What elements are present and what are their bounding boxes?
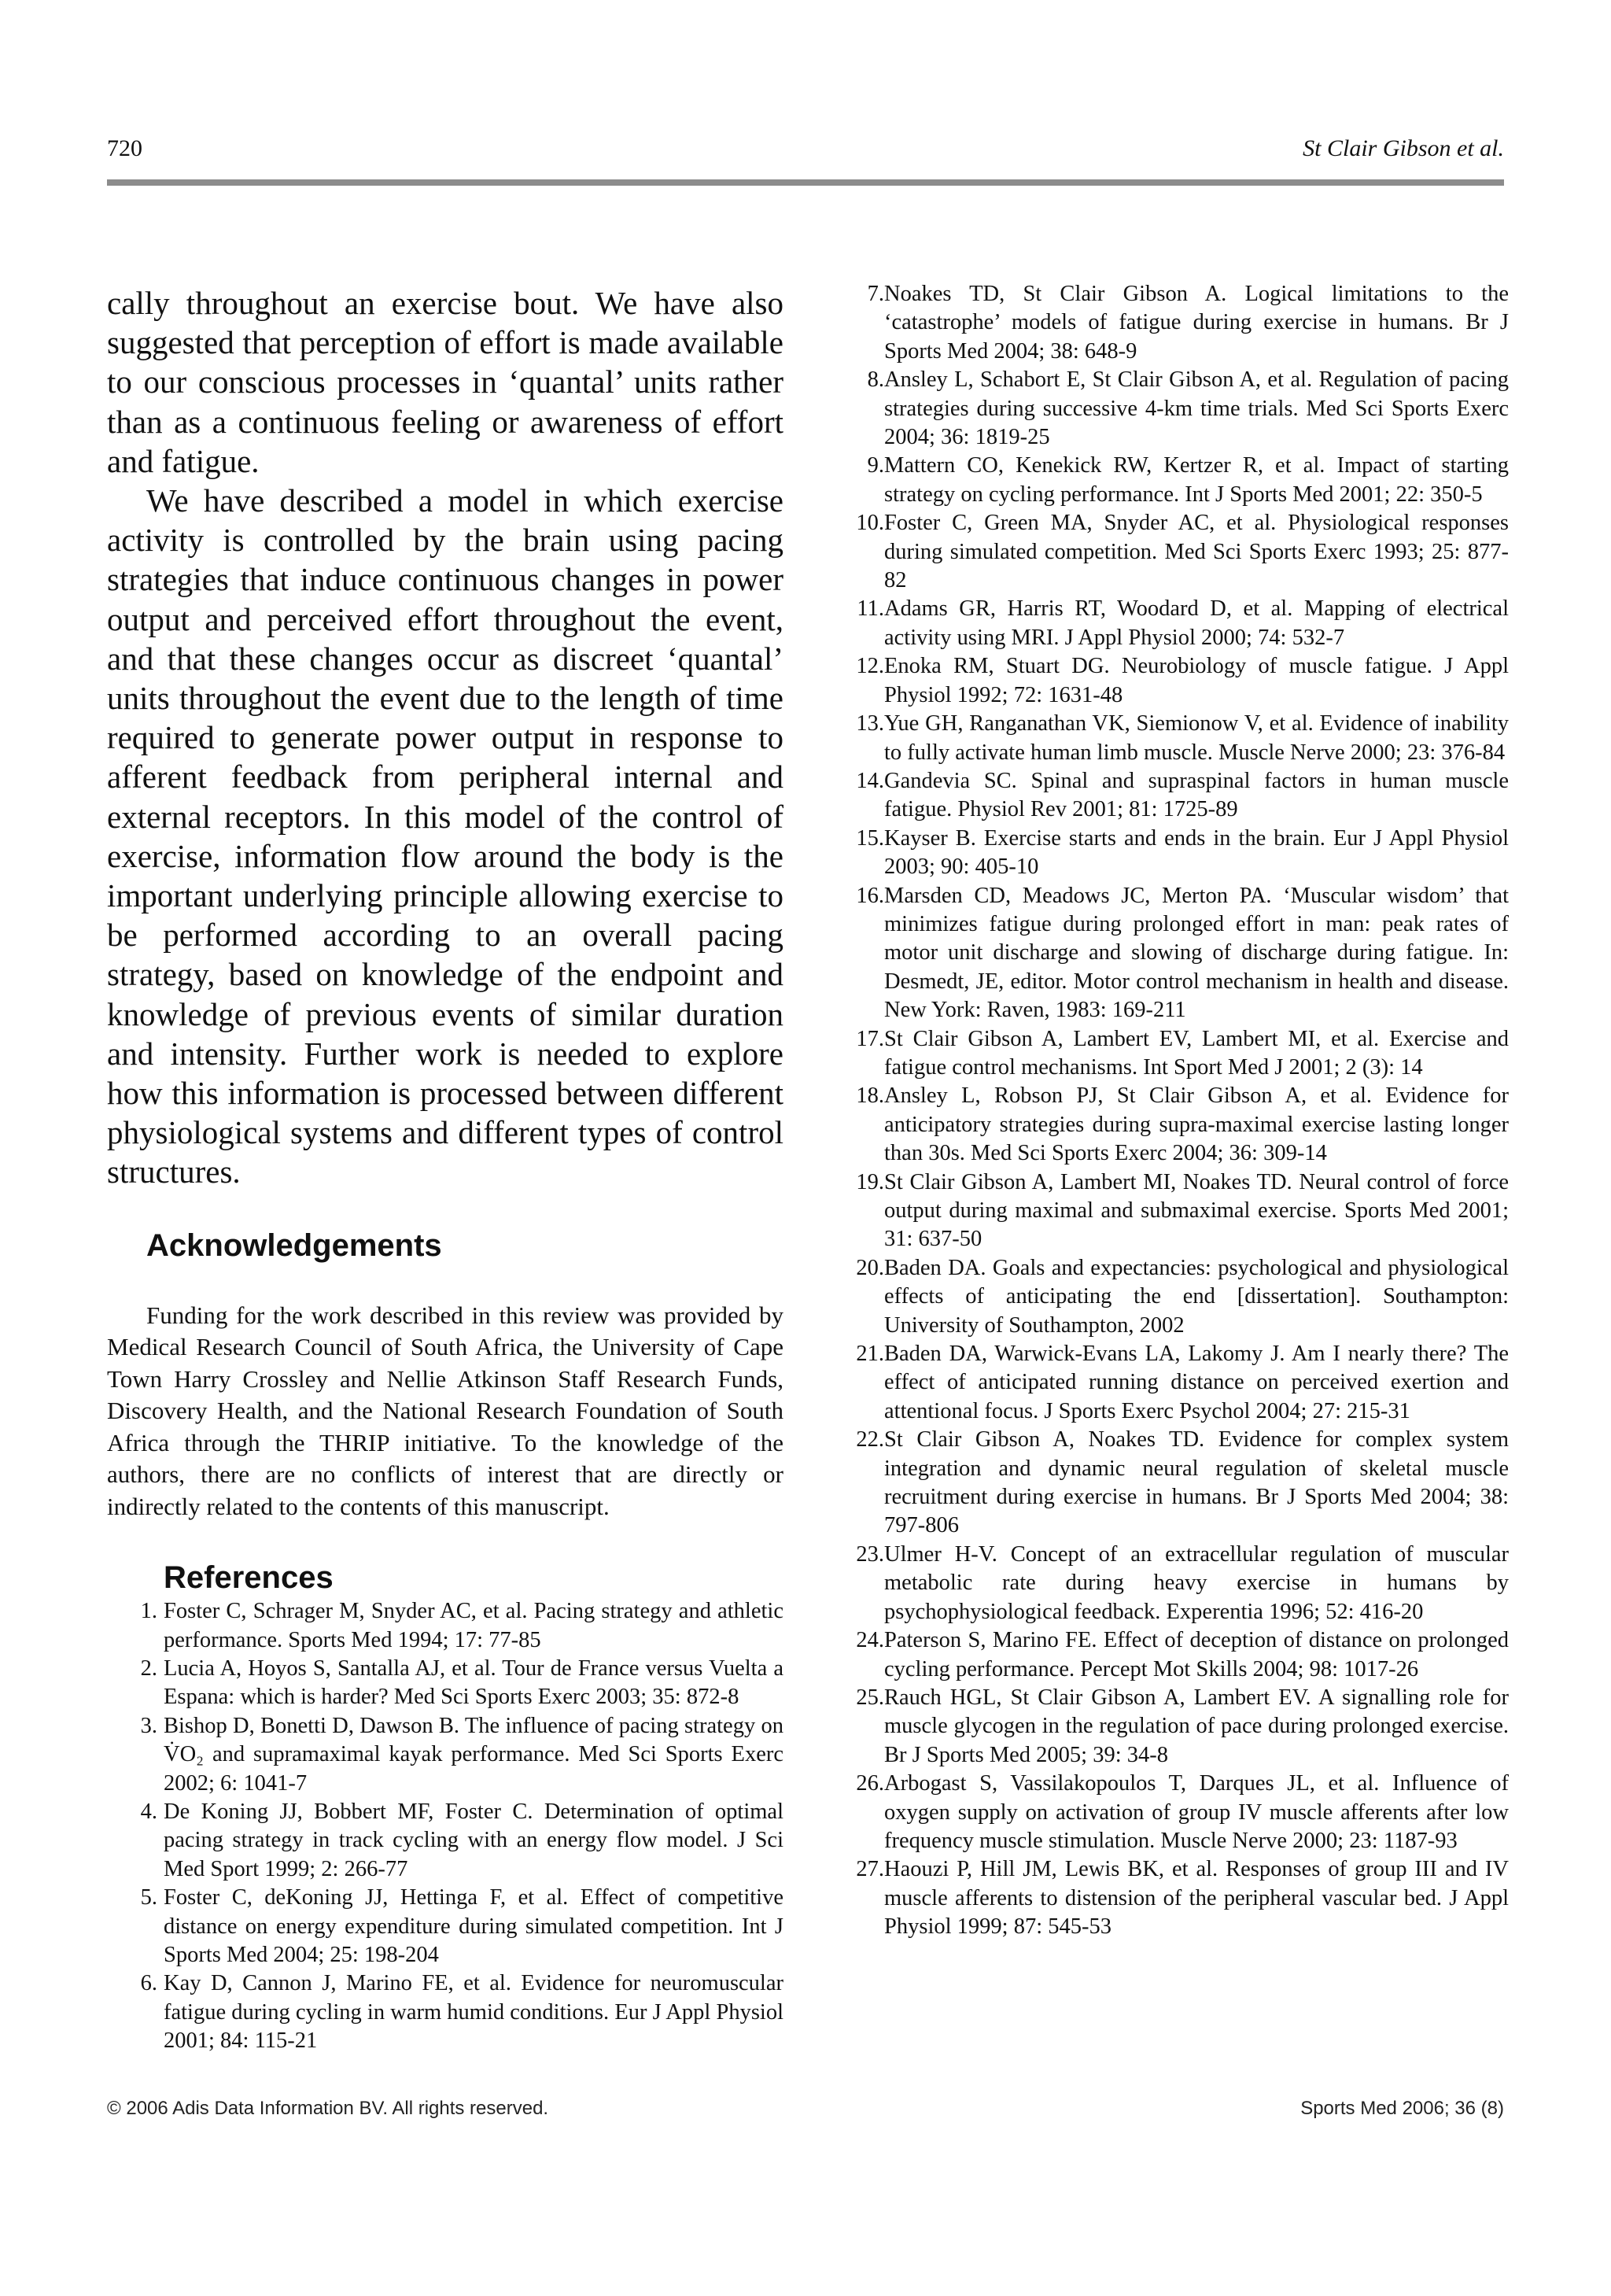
reference-number: 10.	[856, 511, 884, 536]
reference-item	[107, 1884, 783, 1969]
reference-item	[835, 509, 1509, 595]
reference-number: 3.	[140, 1713, 157, 1738]
reference-text: Haouzi P, Hill JM, Lewis BK, et al. Responses of group III and IV muscle afferents to distension of the peripheral vascular bed. J Appl Physiol 1999; 87: 545-53	[884, 1857, 1509, 1940]
reference-item	[835, 1340, 1509, 1426]
reference-item	[835, 595, 1509, 652]
reference-number: 5.	[140, 1885, 157, 1910]
reference-item	[835, 452, 1509, 509]
copyright-notice: © 2006 Adis Data Information BV. All rights reserved.	[107, 2098, 549, 2119]
left-column	[107, 283, 783, 2056]
reference-text: Paterson S, Marino FE. Effect of deception of distance on prolonged cycling performance. Percept Mot Skills 2004; 98: 1017-26	[884, 1628, 1509, 1681]
reference-number: 1.	[140, 1599, 157, 1624]
reference-text: De Koning JJ, Bobbert MF, Foster C. Determination of optimal pacing strategy in track cycling with an energy flow model. J Sci Med Sport 1999; 2: 266-77	[164, 1800, 783, 1881]
reference-text: St Clair Gibson A, Lambert MI, Noakes TD. Neural control of force output during maximal and submaximal exercise. Sports Med 2001; 31: 637-50	[884, 1169, 1509, 1252]
reference-item	[835, 882, 1509, 1025]
reference-number: 16.	[856, 883, 884, 908]
reference-number: 26.	[856, 1771, 884, 1796]
reference-item	[835, 1626, 1509, 1684]
reference-item	[835, 366, 1509, 452]
reference-item	[835, 1426, 1509, 1541]
reference-number: 25.	[856, 1685, 884, 1710]
reference-text: Ansley L, Robson PJ, St Clair Gibson A, et al. Evidence for anticipatory strategies during supra-maximal exercise lasting longer than 30s. Med Sci Sports Exerc 2004; 36: 309-14	[884, 1083, 1509, 1166]
reference-number: 18.	[856, 1083, 884, 1109]
reference-number: 14.	[856, 768, 884, 793]
reference-text: Arbogast S, Vassilakopoulos T, Darques JL, et al. Influence of oxygen supply on activation of group IV muscle afferents after low frequency muscle stimulation. Muscle Nerve 2000; 23: 1187-93	[884, 1771, 1509, 1853]
reference-item	[835, 280, 1509, 366]
reference-list	[107, 1597, 783, 2056]
reference-number: 12.	[856, 654, 884, 679]
reference-item	[107, 1712, 783, 1798]
reference-number: 27.	[856, 1857, 884, 1882]
reference-text: Yue GH, Ranganathan VK, Siemionow V, et al. Evidence of inability to fully activate human limb muscle. Muscle Nerve 2000; 23: 376-84	[884, 711, 1509, 765]
reference-number: 9.	[867, 453, 884, 478]
reference-text: Bishop D, Bonetti D, Dawson B. The influence of pacing strategy on V̇O₂ and supramaximal kayak performance. Med Sci Sports Exerc 2002; 6: 1041-7	[164, 1713, 783, 1796]
reference-item	[835, 1684, 1509, 1770]
reference-item	[835, 1855, 1509, 1941]
body-paragraph: cally throughout an exercise bout. We have also suggested that perception of effort is made available to our conscious processes in ‘quantal’ units rather than as a continuous feeling or awareness of effort and fatigue.	[107, 285, 783, 479]
reference-text: St Clair Gibson A, Lambert EV, Lambert MI, et al. Exercise and fatigue control mechanisms. Int Sport Med J 2001; 2 (3): 14	[884, 1026, 1509, 1080]
right-column	[835, 280, 1509, 1942]
reference-text: Baden DA. Goals and expectancies: psychological and physiological effects of anticipating the end [dissertation]. Southampton: University of Southampton, 2002	[884, 1255, 1509, 1338]
reference-item	[835, 1254, 1509, 1340]
reference-number: 17.	[856, 1026, 884, 1051]
reference-item	[835, 1082, 1509, 1168]
reference-text: Foster C, Schrager M, Snyder AC, et al. Pacing strategy and athletic performance. Sports Med 1994; 17: 77-85	[164, 1599, 783, 1652]
reference-item	[835, 1770, 1509, 1855]
reference-text: Enoka RM, Stuart DG. Neurobiology of muscle fatigue. J Appl Physiol 1992; 72: 1631-48	[884, 654, 1509, 707]
reference-text: Adams GR, Harris RT, Woodard D, et al. Mapping of electrical activity using MRI. J Appl Physiol 2000; 74: 532-7	[884, 596, 1509, 650]
reference-item	[835, 710, 1509, 767]
reference-text: St Clair Gibson A, Noakes TD. Evidence for complex system integration and dynamic neural regulation of skeletal muscle recruitment during exercise in humans. Br J Sports Med 2004; 38: 797-806	[884, 1427, 1509, 1538]
reference-text: Kayser B. Exercise starts and ends in the brain. Eur J Appl Physiol 2003; 90: 405-10	[884, 825, 1509, 880]
reference-text: Kay D, Cannon J, Marino FE, et al. Evidence for neuromuscular fatigue during cycling in warm humid conditions. Eur J Appl Physiol 2001; 84: 115-21	[164, 1971, 783, 2054]
reference-number: 19.	[856, 1169, 884, 1194]
journal-citation: Sports Med 2006; 36 (8)	[1300, 2098, 1504, 2119]
acknowledgements-text: Funding for the work described in this review was provided by Medical Research Council of South Africa, the University of Cape Town Harry Crossley and Nellie Atkinson Staff Research Funds, Discovery Health, and the National Research Foundation of South Africa through the THRIP initiative. To the knowledge of the authors, there are no conflicts of interest that are directly or indirectly related to the contents of this manuscript.	[107, 1301, 783, 1520]
reference-text: Noakes TD, St Clair Gibson A. Logical limitations to the ‘catastrophe’ models of fatigue during exercise in humans. Br J Sports Med 2004; 38: 648-9	[884, 282, 1509, 364]
reference-item	[835, 1168, 1509, 1254]
reference-text: Marsden CD, Meadows JC, Merton PA. ‘Muscular wisdom’ that minimizes fatigue during prolonged effort in man: peak rates of motor unit discharge and slowing of discharge during fatigue. In: Desmedt, JE, editor. Motor control mechanism in health and disease. New York: Raven, 1983: 169-211	[884, 883, 1509, 1023]
reference-item	[835, 1541, 1509, 1626]
reference-number: 24.	[856, 1628, 884, 1653]
reference-text: Lucia A, Hoyos S, Santalla AJ, et al. Tour de France versus Vuelta a Espana: which is harder? Med Sci Sports Exerc 2003; 35: 872-8	[164, 1656, 783, 1710]
reference-number: 4.	[140, 1800, 157, 1825]
reference-item	[107, 1597, 783, 1655]
reference-number: 8.	[867, 367, 884, 393]
page-number: 720	[107, 135, 142, 161]
reference-text: Ansley L, Schabort E, St Clair Gibson A, et al. Regulation of pacing strategies during successive 4-km time trials. Med Sci Sports Exerc 2004; 36: 1819-25	[884, 367, 1509, 450]
reference-item	[107, 1969, 783, 2055]
reference-text: Mattern CO, Kenekick RW, Kertzer R, et al. Impact of starting strategy on cycling performance. Int J Sports Med 2001; 22: 350-5	[884, 453, 1509, 507]
references-heading: References	[164, 1560, 334, 1596]
reference-text: Rauch HGL, St Clair Gibson A, Lambert EV. A signalling role for muscle glycogen in the regulation of pace during prolonged exercise. Br J Sports Med 2005; 39: 34-8	[884, 1685, 1509, 1767]
header-rule	[107, 179, 1504, 186]
reference-number: 15.	[856, 825, 884, 851]
reference-text: Gandevia SC. Spinal and supraspinal factors in human muscle fatigue. Physiol Rev 2001; 81: 1725-89	[884, 768, 1509, 822]
reference-item	[835, 1025, 1509, 1083]
body-paragraph: We have described a model in which exercise activity is controlled by the brain using pacing strategies that induce continuous changes in power output and perceived effort throughout the event, and that these changes occur as discreet ‘quantal’ units throughout the event due to the length of time required to generate power output in response to afferent feedback from peripheral internal and external receptors. In this model of the control of exercise, information flow around the body is the important underlying principle allowing exercise to be performed according to an overall pacing strategy, based on knowledge of the endpoint and knowledge of previous events of similar duration and intensity. Further work is needed to explore how this information is processed between different physiological systems and different types of control structures.	[107, 482, 783, 1190]
reference-item	[835, 767, 1509, 825]
reference-number: 7.	[867, 282, 884, 306]
reference-number: 2.	[140, 1656, 157, 1681]
reference-number: 21.	[856, 1342, 884, 1367]
reference-number: 13.	[856, 711, 884, 736]
reference-item	[835, 825, 1509, 882]
reference-number: 22.	[856, 1427, 884, 1453]
reference-number: 11.	[857, 596, 884, 622]
reference-item	[835, 652, 1509, 710]
reference-list	[835, 280, 1509, 1942]
reference-text: Ulmer H-V. Concept of an extracellular regulation of muscular metabolic rate during heavy exercise in humans by psychophysiological feedback. Experentia 1996; 52: 416-20	[884, 1541, 1509, 1624]
reference-text: Baden DA, Warwick-Evans LA, Lakomy J. Am I nearly there? The effect of anticipated running distance on perceived exertion and attentional focus. J Sports Exerc Psychol 2004; 27: 215-31	[884, 1342, 1509, 1423]
reference-item	[107, 1655, 783, 1712]
acknowledgements-heading: Acknowledgements	[146, 1227, 442, 1263]
reference-number: 20.	[856, 1255, 884, 1280]
reference-text: Foster C, deKoning JJ, Hettinga F, et al. Effect of competitive distance on energy expenditure during simulated competition. Int J Sports Med 2004; 25: 198-204	[164, 1885, 783, 1968]
reference-text: Foster C, Green MA, Snyder AC, et al. Physiological responses during simulated competition. Med Sci Sports Exerc 1993; 25: 877-82	[884, 511, 1509, 593]
reference-number: 23.	[856, 1541, 884, 1567]
running-head: St Clair Gibson et al.	[1303, 135, 1504, 161]
page-header	[107, 135, 1504, 175]
reference-item	[107, 1798, 783, 1884]
reference-number: 6.	[140, 1971, 157, 1996]
